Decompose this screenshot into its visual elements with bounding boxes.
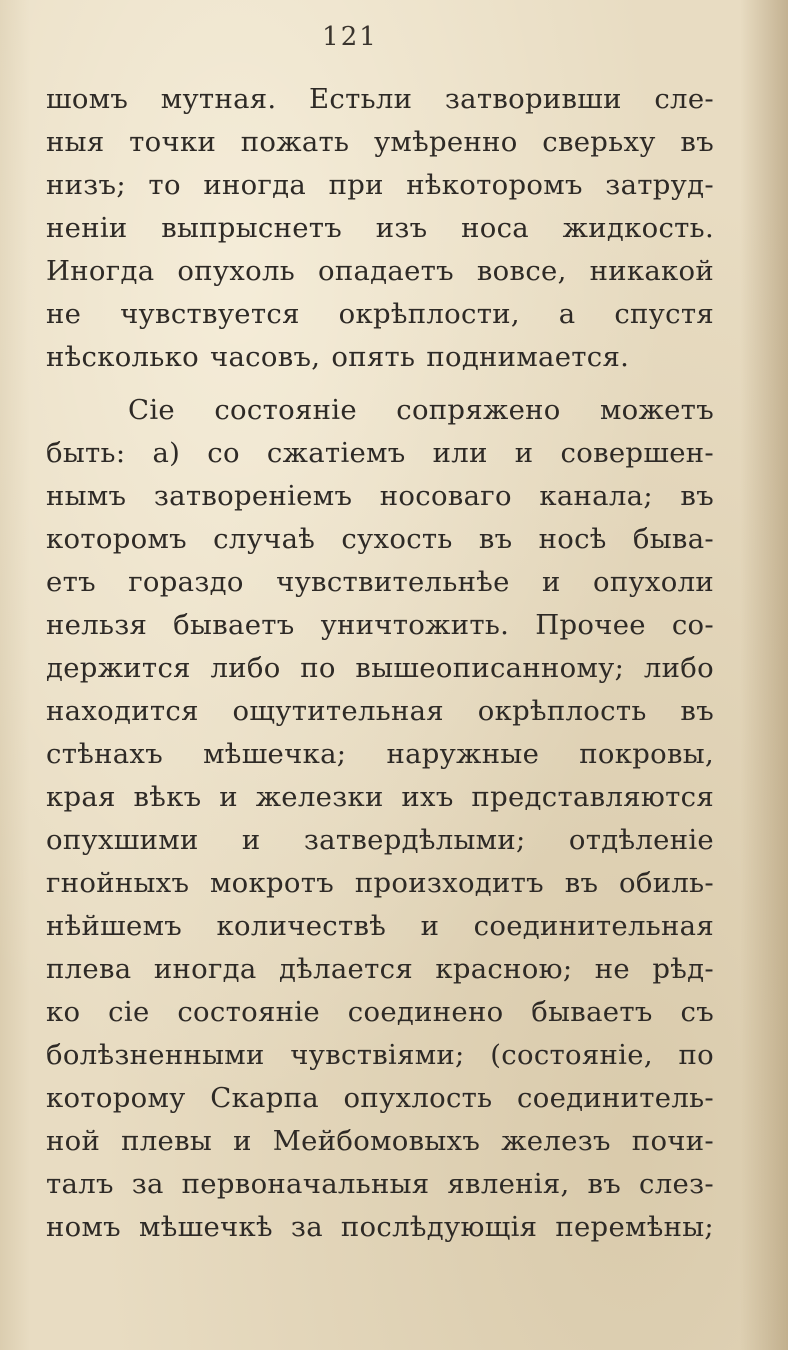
text-line: не чувствуется окрѣплости, а спустя: [46, 298, 714, 330]
text-line: етъ гораздо чувствительнѣе и опухоли: [46, 566, 714, 598]
text-line: которомъ случаѣ сухость въ носѣ быва-: [46, 523, 714, 555]
text-line: опухшими и затвердѣлыми; отдѣленіе: [46, 824, 714, 856]
text-line: быть: а) со сжатіемъ или и совершен-: [46, 437, 714, 469]
text-line: талъ за первоначальныя явленія, въ слез-: [46, 1168, 714, 1200]
text-line: гнойныхъ мокротъ произходитъ въ обиль-: [46, 867, 714, 899]
text-line: плева иногда дѣлается красною; не рѣд-: [46, 953, 714, 985]
text-line: номъ мѣшечкѣ за послѣдующія перемѣны;: [46, 1211, 714, 1243]
page-number: 121: [322, 22, 378, 52]
text-line: низъ; то иногда при нѣкоторомъ затруд-: [46, 169, 714, 201]
text-line: держится либо по вышеописанному; либо: [46, 652, 714, 684]
text-line: шомъ мутная. Естьли затворивши сле-: [46, 83, 714, 115]
text-line: края вѣкъ и железки ихъ представляются: [46, 781, 714, 813]
text-line: болѣзненными чувствіями; (состояніе, по: [46, 1039, 714, 1071]
text-line: ныя точки пожать умѣренно сверьху въ: [46, 126, 714, 158]
text-line: ко сіе состояніе соединено бываетъ съ: [46, 996, 714, 1028]
paragraph-gap: [46, 379, 714, 389]
text-line: находится ощутительная окрѣплость въ: [46, 695, 714, 727]
text-line: Сіе состояніе сопряжено можетъ: [128, 394, 714, 426]
body-text: [46, 78, 714, 1249]
paragraph: [46, 389, 714, 1249]
text-line: нѣйшемъ количествѣ и соединительная: [46, 910, 714, 942]
paragraph: [46, 78, 714, 379]
text-line: стѣнахъ мѣшечка; наружные покровы,: [46, 738, 714, 770]
text-line: нельзя бываетъ уничтожить. Прочее со-: [46, 609, 714, 641]
text-line: нымъ затвореніемъ носоваго канала; въ: [46, 480, 714, 512]
text-line: ной плевы и Мейбомовыхъ железъ почи-: [46, 1125, 714, 1157]
text-line: которому Скарпа опухлость соединитель-: [46, 1082, 714, 1114]
text-line: нѣсколько часовъ, опять поднимается.: [46, 341, 630, 373]
text-line: Иногда опухоль опадаетъ вовсе, никакой: [46, 255, 714, 287]
text-line: неніи выпрыснетъ изъ носа жидкость.: [46, 212, 714, 244]
